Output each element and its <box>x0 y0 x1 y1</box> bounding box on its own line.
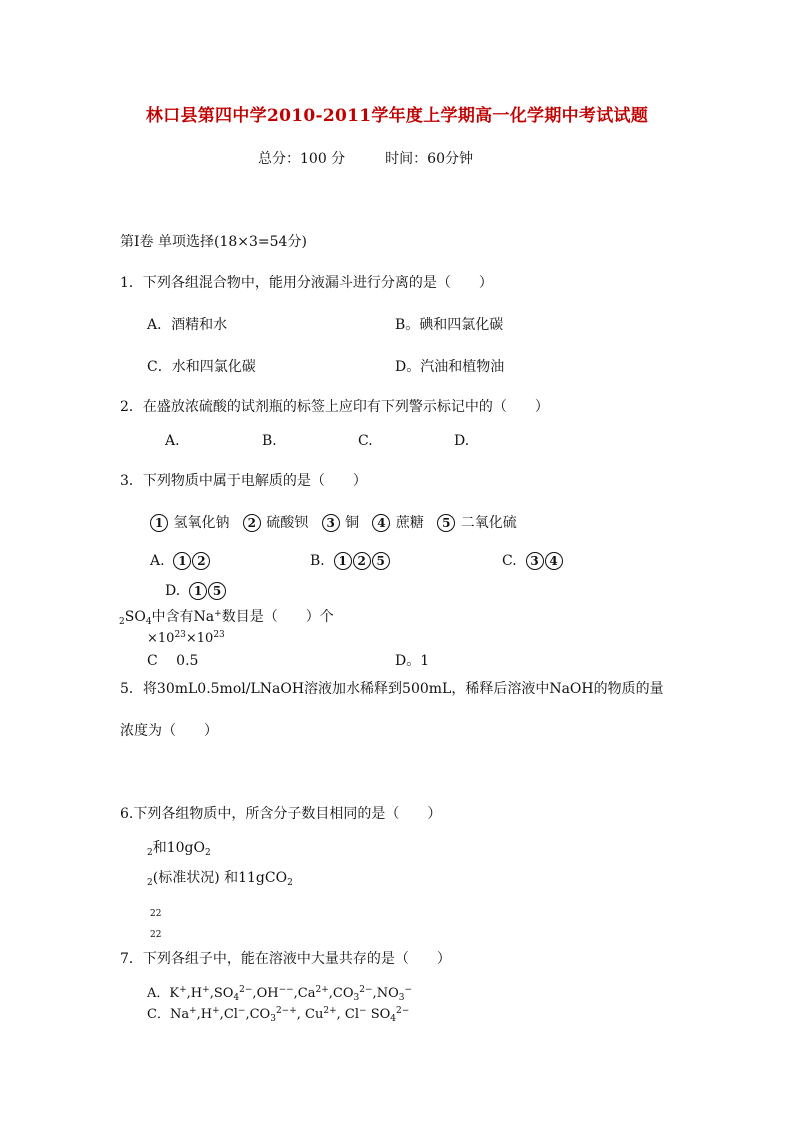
q4-options-ab <box>147 630 225 648</box>
q3-option-number: 1 <box>173 552 191 570</box>
charge: 2− <box>239 985 253 995</box>
q7-stem: 7．下列各组子中，能在溶液中大量共存的是（ ） <box>120 951 451 967</box>
q6-option-b-text: (标准状况) 和11gCO <box>152 870 288 886</box>
ion: CO <box>332 986 354 1001</box>
ion: K <box>169 986 180 1001</box>
q3-items <box>150 514 517 532</box>
q5-stem-continued: 浓度为（ ） <box>120 723 218 739</box>
ion: SO <box>213 986 234 1001</box>
q3-item-number: 3 <box>322 514 340 532</box>
q6-option-d: 22 <box>150 930 162 940</box>
q4-charge: + <box>214 609 222 619</box>
q3-option-b-label: B. <box>310 553 325 569</box>
q3-item-number: 5 <box>437 514 455 532</box>
charge: − <box>359 1006 367 1016</box>
q5-stem: 5．将30mL0.5mol/LNaOH溶液加水稀释到500mL，稀释后溶液中NaOH的物质的量 <box>120 681 664 697</box>
q6-option-a <box>147 839 211 857</box>
ion: Cl <box>344 1007 360 1022</box>
q1-option-b: B。碘和四氯化碳 <box>395 317 504 333</box>
q4-stem-end: 数目是（ ）个 <box>221 609 334 625</box>
q4-stem <box>119 608 334 626</box>
q4-exponent: 23 <box>174 630 186 640</box>
charge: + <box>189 1006 197 1016</box>
charge: − <box>237 1006 246 1016</box>
q3-option-d <box>165 582 227 600</box>
total-score: 总分：100 分 <box>258 151 346 167</box>
q3-option-b <box>310 552 391 570</box>
charge: 2−+ <box>275 1006 297 1016</box>
q3-item-text: 氢氧化钠 <box>173 515 230 531</box>
charge: 2− <box>396 1006 410 1016</box>
q2-stem: 2．在盛放浓硫酸的试剂瓶的标签上应印有下列警示标记中的（ ） <box>120 399 549 415</box>
section-title: 第Ⅰ卷 单项选择(18×3=54分) <box>120 234 307 250</box>
q7-option-a: A．$K^+,H^+,SO_4^{2-},OH^{--},Ca^{2+},CO_3^{2-},NO_3^-$ <box>147 985 413 1003</box>
q4-option-c: C 0.5 <box>147 653 199 669</box>
q4-option-b: ×10 <box>185 631 214 646</box>
exam-subtitle <box>258 150 473 168</box>
subscript: 3 <box>398 993 405 1003</box>
ion: H <box>190 986 203 1001</box>
q4-option-d: D。1 <box>395 653 430 669</box>
q3-option-d-label: D. <box>165 583 181 599</box>
ion: Cu <box>305 1007 324 1022</box>
q7-option-a-label: A． <box>147 986 170 1001</box>
q3-option-number: 2 <box>192 552 210 570</box>
charge: −− <box>278 985 294 995</box>
q3-item-number: 4 <box>372 514 390 532</box>
exam-title: 林口县第四中学2010-2011学年度上学期高一化学期中考试试题 <box>145 106 649 126</box>
subscript: 4 <box>390 1014 397 1024</box>
q4-stem-text: 中含有Na <box>151 609 215 625</box>
q3-item-text: 铜 <box>345 515 360 531</box>
q6-option-a-text: 和10gO <box>152 840 205 856</box>
ion: SO <box>370 1007 391 1022</box>
q2-option-b: B. <box>262 433 277 449</box>
q3-item-number: 2 <box>243 514 261 532</box>
q3-option-number: 1 <box>189 582 207 600</box>
q4-exponent: 23 <box>213 630 225 640</box>
q3-option-number: 5 <box>372 552 390 570</box>
q2-option-d: D. <box>454 433 470 449</box>
q3-option-number: 4 <box>545 552 563 570</box>
q3-item-text: 硫酸钡 <box>266 515 309 531</box>
q6-option-b <box>147 869 293 887</box>
ion: Cl <box>223 1007 238 1022</box>
q3-stem: 3．下列物质中属于电解质的是（ ） <box>120 473 367 489</box>
ion: Ca <box>297 986 316 1001</box>
q3-item-text: 蔗糖 <box>395 515 424 531</box>
q3-option-number: 1 <box>334 552 352 570</box>
ion: NO <box>376 986 399 1001</box>
q3-option-c <box>502 552 564 570</box>
charge: 2+ <box>315 985 329 995</box>
q1-option-d: D。汽油和植物油 <box>395 359 505 375</box>
q6-subscript: 2 <box>147 878 153 888</box>
q2-option-c: C. <box>358 433 373 449</box>
q3-option-number: 2 <box>353 552 371 570</box>
q3-item-text: 二氧化硫 <box>460 515 517 531</box>
q6-subscript: 2 <box>287 878 293 888</box>
ion: CO <box>249 1007 271 1022</box>
q7-option-c: C．$Na^+,H^+,Cl^-,CO_3^{2-+}$, $Cu^{2+}$, Cl− $SO_4^{2-}$ <box>147 1006 410 1024</box>
subscript: 3 <box>353 993 360 1003</box>
charge: + <box>179 985 187 995</box>
exam-time: 时间：60分钟 <box>385 151 473 167</box>
q3-item-number: 1 <box>150 514 168 532</box>
q6-stem: 6.下列各组物质中，所含分子数目相同的是（ ） <box>120 806 442 822</box>
q4-subscript: 2 <box>119 617 125 627</box>
subscript: 4 <box>233 993 240 1003</box>
q3-option-a <box>150 552 211 570</box>
ion: OH <box>256 986 279 1001</box>
q6-subscript: 2 <box>147 848 153 858</box>
q6-option-c: 22 <box>150 909 162 919</box>
q1-option-c: C．水和四氯化碳 <box>147 359 256 375</box>
q3-option-a-label: A. <box>150 553 165 569</box>
q1-stem: 1．下列各组混合物中，能用分液漏斗进行分离的是（ ） <box>120 275 493 291</box>
q7-option-c-label: C． <box>147 1007 170 1022</box>
charge: + <box>202 985 210 995</box>
q4-subscript: 4 <box>145 617 152 627</box>
q4-formula: SO <box>124 609 146 625</box>
charge: 2− <box>359 985 373 995</box>
charge: − <box>404 985 413 995</box>
q6-subscript: 2 <box>205 848 211 858</box>
ion: H <box>200 1007 213 1022</box>
q3-option-number: 5 <box>208 582 226 600</box>
q4-option-a: ×10 <box>147 631 175 646</box>
ion: Na <box>169 1007 190 1022</box>
subscript: 3 <box>270 1014 276 1024</box>
q1-option-a: A．酒精和水 <box>147 317 228 333</box>
charge: + <box>212 1006 220 1016</box>
q3-option-c-label: C. <box>502 553 517 569</box>
q2-option-a: A. <box>165 433 180 449</box>
q3-option-number: 3 <box>526 552 544 570</box>
charge: 2+ <box>323 1006 337 1016</box>
